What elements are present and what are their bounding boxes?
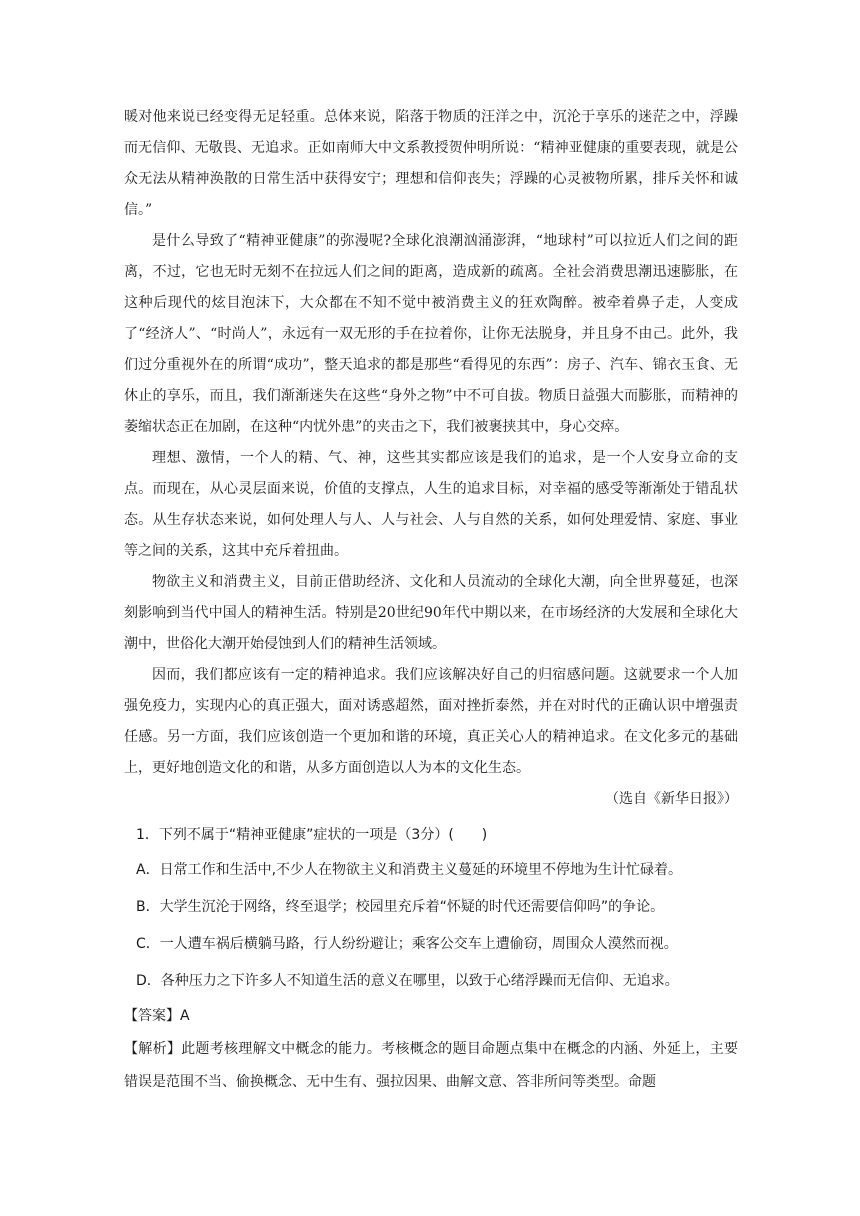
article-paragraph: 是什么导致了“精神亚健康”的弥漫呢?全球化浪潮汹涌澎湃，“地球村”可以拉近人们之间的距离，不过，它也无时无刻不在拉远人们之间的距离，造成新的疏离。全社会消费思潮迅速膨胀，在这种后现代的炫目泡沫下，大众都在不知不觉中被消费主义的狂欢陶醉。被牵着鼻子走，人变成了“经济人”、“时尚人”，永远有一双无形的手在拉着你，让你无法脱身，并且身不由己。此外，我们过分重视外在的所谓“成功”，整天追求的都是那些“看得见的东西”：房子、汽车、锦衣玉食、无休止的享乐，而且，我们渐渐迷失在这些“身外之物”中不可自拔。物质日益强大而膨胀，而精神的萎缩状态正在加剧，在这种“内忧外患”的夹击之下，我们被裹挟其中，身心交瘁。 [124, 233, 738, 435]
question-stem: 1．下列不属于“精神亚健康”症状的一项是（3分）( ) [136, 827, 488, 843]
option-c: C．一人遭车祸后横躺马路，行人纷纷避让；乘客公交车上遭偷窃，周围众人漠然而视。 [136, 936, 678, 952]
document-page [124, 102, 738, 1099]
answer-line: 【答案】A [124, 1008, 190, 1024]
question-block [124, 819, 738, 1099]
option-a: A．日常工作和生活中,不少人在物欲主义和消费主义蔓延的环境里不停地为生计忙碌着。 [136, 862, 683, 878]
option-b: B．大学生沉沦于网络，终至退学；校园里充斥着“怀疑的时代还需要信仰吗”的争论。 [136, 899, 665, 915]
article-paragraph: 理想、激情，一个人的精、气、神，这些其实都应该是我们的追求，是一个人安身立命的支点。而现在，从心灵层面来说，价值的支撑点，人生的追求目标，对幸福的感受等渐渐处于错乱状态。从生存状态来说，如何处理人与人、人与社会、人与自然的关系，如何处理爱情、家庭、事业等之间的关系，这其中充斥着扭曲。 [124, 450, 738, 559]
article-paragraph-continued: 暖对他来说已经变得无足轻重。总体来说，陷落于物质的汪洋之中，沉沦于享乐的迷茫之中，浮躁而无信仰、无敬畏、无追求。正如南师大中文系教授贺仲明所说：“精神亚健康的重要表现，就是公众无法从精神涣散的日常生活中获得安宁；理想和信仰丧失；浮躁的心灵被物所累，排斥关怀和诚信。” [124, 109, 738, 218]
article-source: （选自《新华日报》） [605, 791, 738, 807]
analysis-text: 【解析】此题考核理解文中概念的能力。考核概念的题目命题点集中在概念的内涵、外延上，主要错误是范围不当、偷换概念、无中生有、强拉因果、曲解文意、答非所问等类型。命题 [124, 1041, 738, 1090]
option-d: D．各种压力之下许多人不知道生活的意义在哪里，以致于心绪浮躁而无信仰、无追求。 [136, 973, 679, 989]
article-body [124, 102, 738, 815]
article-paragraph: 物欲主义和消费主义，目前正借助经济、文化和人员流动的全球化大潮，向全世界蔓延，也深刻影响到当代中国人的精神生活。特别是20世纪90年代中期以来，在市场经济的大发展和全球化大潮中，世俗化大潮开始侵蚀到人们的精神生活领域。 [124, 574, 738, 652]
article-paragraph: 因而，我们都应该有一定的精神追求。我们应该解决好自己的归宿感问题。这就要求一个人加强免疫力，实现内心的真正强大，面对诱惑超然，面对挫折泰然，并在对时代的正确认识中增强责任感。另一方面，我们应该创造一个更加和谐的环境，真正关心人的精神追求。在文化多元的基础上，更好地创造文化的和谐，从多方面创造以人为本的文化生态。 [124, 667, 738, 776]
